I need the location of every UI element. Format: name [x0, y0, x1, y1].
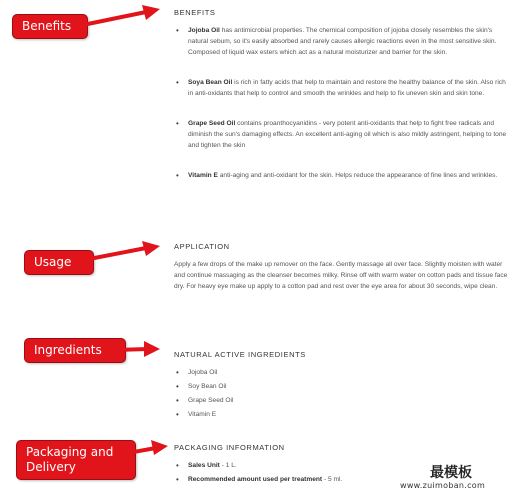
application-text: Apply a few drops of the make up remover on the face. Gently massage all over face. Slightly moisten with water and continue massaging as the cleanser becomes milky. Rinse off with warm water on cotton pads and tissue face dry. For heavy eye make up apply to a cotton pad and rest over the eye area for about 30 seconds, wipe clean.	[174, 261, 508, 290]
benefit-text: is rich in fatty acids that help to maintain and restore the healthy balance of the skin. Also rich in anti-oxidants that help to control and smooth the wrinkles and help to fix uneven skin and skin tone.	[188, 79, 506, 97]
watermark-url: www.zuimoban.com	[400, 481, 486, 490]
application-section	[174, 242, 510, 292]
benefits-arrow-icon	[76, 4, 162, 34]
packaging-callout-label-line2: Delivery	[26, 460, 76, 474]
ingredients-callout	[24, 338, 126, 363]
benefit-text: anti-aging and anti-oxidant for the skin. Helps reduce the appearance of fine lines and wrinkles.	[217, 172, 498, 179]
packaging-value: - 1 L.	[219, 462, 237, 469]
ingredients-callout-label: Ingredients	[34, 343, 102, 357]
packaging-heading: PACKAGING INFORMATION	[174, 443, 285, 452]
list-item: • Jojoba Oil	[174, 367, 510, 378]
benefit-text: contains proanthocyanidins - very potent anti-oxidants that help to fight free radicals and diminish the sun's damaging effects. An excellent anti-aging oil which is also mildly astringent, helping to tone and tighten the skin	[188, 120, 507, 149]
benefit-text: has antimicrobial properties. The chemical composition of jojoba closely resembles the skin's natural sebum, so it's easily absorbed and rarely causes allergic reactions even in the most sensitive skin. Composed of liquid wax esters which act as a natural moisturizer and barrier for the skin.	[188, 27, 497, 56]
benefit-name: Grape Seed Oil	[188, 120, 236, 127]
list-item	[174, 25, 510, 58]
packaging-arrow-icon	[120, 438, 170, 462]
benefits-heading: BENEFITS	[174, 8, 216, 17]
list-item: • Grape Seed Oil	[174, 395, 510, 406]
list-item	[174, 118, 510, 151]
benefit-name: Soya Bean Oil	[188, 79, 233, 86]
list-item: • Vitamin E	[174, 409, 510, 420]
benefit-name: Vitamin E	[188, 172, 218, 179]
list-item	[174, 170, 510, 181]
packaging-callout	[16, 440, 136, 480]
watermark-logo-text: 最模板	[430, 465, 472, 481]
usage-callout-label: Usage	[34, 255, 72, 269]
list-item: • Soy Bean Oil	[174, 381, 510, 392]
ingredients-heading: NATURAL ACTIVE INGREDIENTS	[174, 350, 306, 359]
benefits-list	[174, 25, 510, 181]
list-item	[174, 77, 510, 99]
benefits-callout-label: Benefits	[22, 19, 72, 33]
ingredients-section	[174, 350, 510, 420]
ingredients-list	[174, 367, 510, 420]
benefit-name: Jojoba Oil	[188, 27, 220, 34]
packaging-value: - 5 ml.	[322, 476, 343, 483]
usage-arrow-icon	[82, 240, 162, 266]
packaging-label: Sales Unit	[188, 462, 220, 469]
application-heading: APPLICATION	[174, 242, 230, 251]
ingredients-arrow-icon	[112, 338, 162, 360]
packaging-callout-label-line1: Packaging and	[26, 445, 114, 459]
packaging-label: Recommended amount used per treatment	[188, 476, 323, 483]
benefits-section	[174, 8, 510, 181]
